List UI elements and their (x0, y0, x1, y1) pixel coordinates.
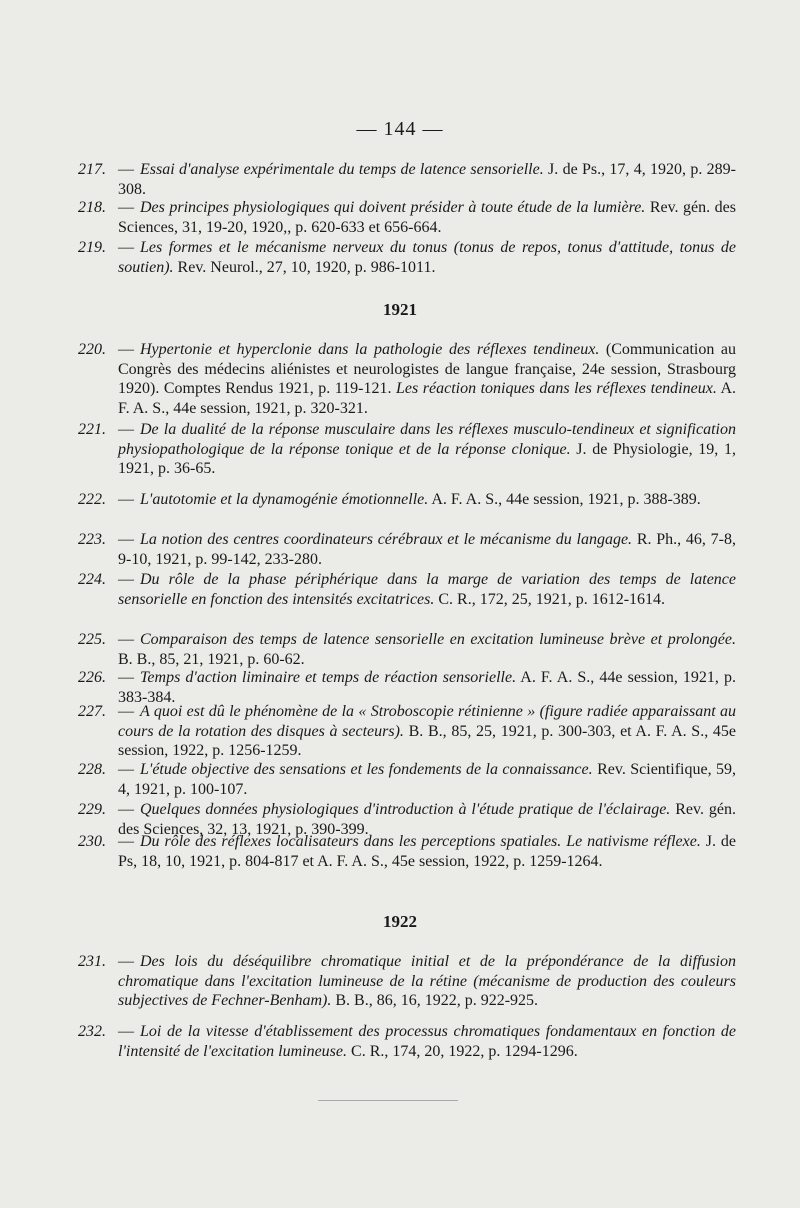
entry-dash: — (118, 239, 134, 256)
entry-title: Des principes physiologiques qui doivent présider à toute étude de la lumière. (140, 199, 646, 216)
entry-dash: — (118, 161, 134, 178)
entry-reference: Rev. gén. des Sciences, 31, 19-20, 1920,, p. 620-633 et 656-664. (118, 199, 736, 236)
bibliography-entry (78, 832, 737, 871)
entry-number: 228. (78, 761, 106, 778)
entry-number: 226. (78, 669, 106, 686)
entry-dash: — (118, 491, 134, 508)
entry-title: La notion des centres coordinateurs cérébraux et le mécanisme du langage. (140, 531, 633, 548)
entry-dash: — (118, 341, 134, 358)
bibliography-entry (78, 952, 736, 1011)
end-rule (318, 1100, 458, 1101)
entry-number: 220. (78, 341, 106, 358)
entry-title: Temps d'action liminaire et temps de réaction sensorielle. (140, 669, 517, 686)
entry-title: Loi de la vitesse d'établissement des processus chromatiques fondamentaux en fonction de l'intensité de l'excitation lumineuse. (118, 1023, 736, 1060)
entry-reference: Rev. Scientifique, 59, 4, 1921, p. 100-107. (118, 761, 737, 798)
bibliography-entry (78, 1022, 736, 1061)
entry-reference: C. R., 172, 25, 1921, p. 1612-1614. (434, 590, 666, 608)
entry-title: Des lois du déséquilibre chromatique initial et de la prépondérance de la diffusion chromatique dans l'excitation lumineuse de la rétine (mécanisme de production des couleurs subjectives de Fechner-Benham). (118, 953, 736, 1010)
bibliography-entry (78, 160, 737, 199)
entry-dash: — (118, 761, 134, 778)
bibliography-entry (78, 198, 736, 237)
entry-dash: — (118, 571, 134, 588)
entry-number: 232. (78, 1023, 106, 1040)
bibliography-entry (78, 490, 736, 510)
entry-title: Les réaction toniques dans les réflexes tendineux. (396, 380, 717, 398)
entry-reference: C. R., 174, 20, 1922, p. 1294-1296. (347, 1042, 578, 1060)
entry-dash: — (118, 1023, 134, 1040)
entry-number: 218. (78, 199, 106, 216)
entry-dash: — (118, 703, 134, 720)
bibliography-entry (78, 420, 737, 479)
entry-title: Du rôle de la phase périphérique dans la marge de variation des temps de latence sensorielle en fonction des intensités excitatrices. (118, 571, 736, 608)
entry-number: 231. (78, 953, 106, 970)
bibliography-entry (78, 530, 736, 569)
entry-number: 223. (78, 531, 106, 548)
entry-title: Essai d'analyse expérimentale du temps de latence sensorielle. (140, 161, 544, 178)
entry-title: L'autotomie et la dynamogénie émotionnelle. (140, 491, 429, 508)
entry-reference: Rev. Neurol., 27, 10, 1920, p. 986-1011. (173, 258, 436, 276)
entry-dash: — (118, 669, 134, 686)
entry-number: 221. (78, 421, 106, 438)
entry-number: 229. (78, 801, 106, 818)
entry-number: 225. (78, 631, 106, 648)
bibliography-entry (78, 238, 736, 277)
entry-number: 230. (78, 833, 106, 850)
entry-title: L'étude objective des sensations et les fondements de la connaissance. (140, 761, 593, 778)
entry-reference: A. F. A. S., 44e session, 1921, p. 320-321. (118, 380, 737, 417)
entry-reference: R. Ph., 46, 7-8, 9-10, 1921, p. 99-142, 233-280. (118, 531, 736, 568)
entry-dash: — (118, 631, 134, 648)
bibliography-entry (78, 570, 736, 609)
bibliography-entry (78, 760, 737, 799)
entry-title: Du rôle des réflexes localisateurs dans les perceptions spatiales. Le nativisme réflexe. (140, 833, 701, 850)
entry-reference: (Communication au Congrès des médecins aliénistes et neurologistes de langue française, 24e session, Strasbourg 1920). Comptes Rendus 1921, p. 119-121. (118, 341, 736, 398)
entry-number: 222. (78, 491, 106, 508)
entry-number: 227. (78, 703, 106, 720)
entry-dash: — (118, 953, 134, 970)
entry-reference: J. de Ps, 18, 10, 1921, p. 804-817 et A. F. A. S., 45e session, 1922, p. 1259-1264. (118, 833, 737, 870)
entry-dash: — (118, 531, 134, 548)
entry-reference: J. de Physiologie, 19, 1, 1921, p. 36-65. (118, 440, 737, 478)
entry-title: Quelques données physiologiques d'introduction à l'étude pratique de l'éclairage. (140, 801, 671, 818)
entry-title: A quoi est dû le phénomène de la « Stroboscopie rétinienne » (figure radiée apparaissant au cours de la rotation des disques à secteurs). (118, 703, 736, 740)
entry-reference: A. F. A. S., 44e session, 1921, p. 383-384. (118, 669, 737, 706)
entry-reference: B. B., 85, 25, 1921, p. 300-303, et A. F. A. S., 45e session, 1922, p. 1256-1259. (118, 722, 736, 760)
entry-reference: J. de Ps., 17, 4, 1920, p. 289-308. (118, 161, 737, 198)
entry-reference: A. F. A. S., 44e session, 1921, p. 388-389. (428, 491, 701, 508)
entry-title: De la dualité de la réponse musculaire dans les réflexes musculo-tendineux et signification physiopathologique de la réponse tonique et de la réponse clonique. (118, 421, 736, 458)
entry-title: Hypertonie et hyperclonie dans la pathologie des réflexes tendineux. (140, 341, 600, 358)
entry-number: 224. (78, 571, 106, 588)
entry-dash: — (118, 199, 134, 216)
year-heading-1921: 1921 (383, 300, 417, 319)
bibliography-entry (78, 340, 737, 418)
entry-reference: B. B., 85, 21, 1921, p. 60-62. (118, 650, 305, 668)
entry-title: Les formes et le mécanisme nerveux du tonus (tonus de repos, tonus d'attitude, tonus de soutien). (118, 239, 736, 276)
entry-reference: Rev. gén. des Sciences, 32, 13, 1921, p. 390-399. (118, 801, 736, 838)
entry-reference: B. B., 86, 16, 1922, p. 922-925. (331, 992, 539, 1010)
bibliography-entry (78, 702, 736, 761)
entry-dash: — (118, 833, 134, 850)
bibliography-entry (78, 630, 736, 669)
entry-dash: — (118, 421, 134, 438)
year-heading-1922: 1922 (383, 912, 417, 931)
entry-number: 219. (78, 239, 106, 256)
entry-title: Comparaison des temps de latence sensorielle en excitation lumineuse brève et prolongée. (140, 631, 736, 648)
page-number: — 144 — (356, 118, 444, 140)
entry-number: 217. (78, 161, 106, 178)
entry-dash: — (118, 801, 134, 818)
